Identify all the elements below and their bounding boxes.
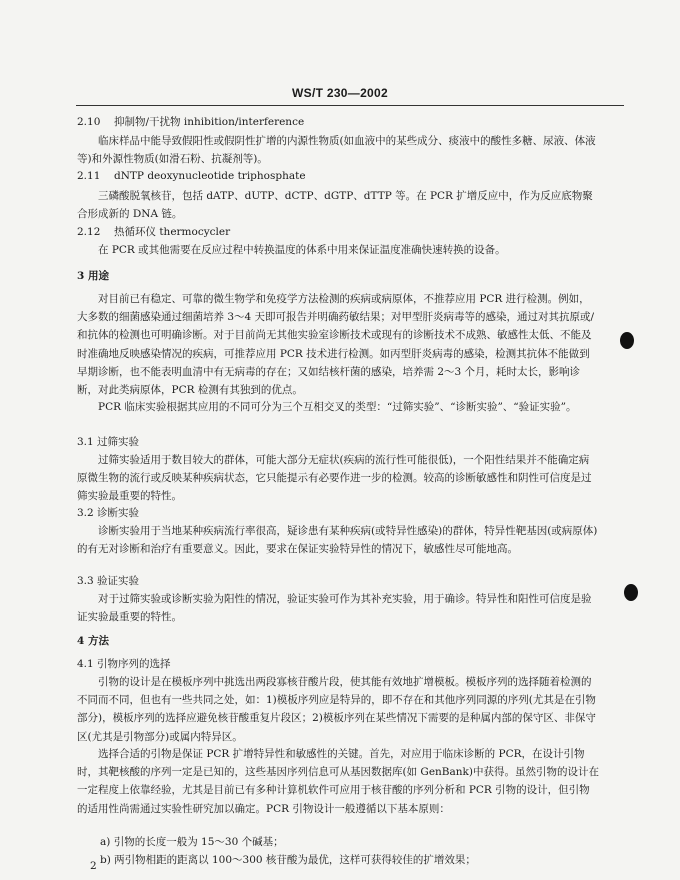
section-3-heading: 3 用途 (77, 270, 109, 282)
section-4-1-paragraph-2: 选择合适的引物是保证 PCR 扩增特异性和敏感性的关键。首先，对应用于临床诊断的 PCR，在设计引物时，其靶核酸的序列一定是已知的，这些基因序列信息可从基因数据库(如 GenBank)中获得。虽然引物的设计在一定程度上依靠经验，尤其是目前已有多种计算机软件可应用于核苷酸的序列分析和 PCR 引物的设计，但引物的适用性尚需通过实验性研究加以确定。PCR 引物设计一般遵循以下基本原则： (77, 748, 599, 815)
standard-number-header: WS/T 230—2002 (292, 86, 388, 100)
term-2-10-heading (77, 114, 304, 129)
term-number: 2.10 (77, 116, 101, 128)
section-3-1-body: 过筛实验适用于数目较大的群体，可能大部分无症状(疾病的流行性可能很低)，一个阳性结果并不能确定病原微生物的流行或反映某种疾病状态，它只能提示有必要作进一步的检测。较高的诊断敏感性和阴性可信度是过筛实验最重要的特性。 (77, 454, 592, 503)
list-item-a: a) 引物的长度一般为 15～30 个碱基； (100, 836, 284, 848)
page-number: 2 (90, 860, 97, 872)
section-3-3-body: 对于过筛实验或诊断实验为阳性的情况，验证实验可作为其补充实验，用于确诊。特异性和阳性可信度是验证实验最重要的特性。 (77, 593, 592, 624)
section-3-3-heading: 3.3 验证实验 (77, 575, 140, 587)
term-number: 2.12 (77, 226, 101, 238)
term-title: 热循环仪 thermocycler (114, 226, 231, 238)
section-3-1-heading: 3.1 过筛实验 (77, 436, 140, 448)
section-3-2-body: 诊断实验用于当地某种疾病流行率很高，疑诊患有某种疾病(或特异性感染)的群体，特异性靶基因(或病原体)的有无对诊断和治疗有重要意义。因此，要求在保证实验特异性的情况下，敏感性尽可能地高。 (77, 525, 598, 556)
term-title: 抑制物/干扰物 inhibition/interference (114, 116, 305, 128)
term-2-11-heading (77, 170, 306, 182)
header-rule (76, 105, 624, 106)
section-3-2-heading: 3.2 诊断实验 (77, 507, 140, 519)
list-item-b: b) 两引物相距的距离以 100～300 核苷酸为最优，这样可获得较佳的扩增效果； (100, 854, 476, 866)
punch-hole-mark (620, 332, 634, 349)
section-4-heading: 4 方法 (77, 635, 109, 647)
punch-hole-mark (624, 584, 638, 601)
term-2-10-body: 临床样品中能导致假阳性或假阴性扩增的内源性物质(如血液中的某些成分、痰液中的酸性多糖、尿液、体液等)和外源性物质(如滑石粉、抗凝剂等)。 (77, 135, 596, 166)
term-title: dNTP deoxynucleotide triphosphate (114, 170, 306, 182)
section-3-paragraph-1: 对目前已有稳定、可靠的微生物学和免疫学方法检测的疾病或病原体，不推荐应用 PCR 进行检测。例如，大多数的细菌感染通过细菌培养 3～4 天即可报告并明确药敏结果；对甲型肝炎病毒等的感染，通过对其抗原或/和抗体的检测也可明确诊断。对于目前尚无其他实验室诊断技术或现有的诊断技术不成熟、敏感性太低、不能及时准确地反映感染情况的疾病，可推荐应用 PCR 技术进行检测。如丙型肝炎病毒的感染，检测其抗体不能做到早期诊断，也不能表明血清中有无病毒的存在；又如结核杆菌的感染，培养需 2～3 个月，耗时太长，影响诊断，对此类病原体，PCR 检测有其独到的优点。 (77, 293, 595, 397)
section-4-1-paragraph-1: 引物的设计是在模板序列中挑选出两段寡核苷酸片段，使其能有效地扩增模板。模板序列的选择随着检测的不同而不同，但也有一些共同之处，如：1)模板序列应是特异的，即不存在和其他序列同源的序列(尤其是在引物部分)，模板序列的选择应避免核苷酸重复片段区；2)模板序列在某些情况下需要的是种属内部的保守区、非保守区(尤其是引物部分)或属内特异区。 (77, 676, 596, 743)
term-2-12-heading (77, 224, 230, 239)
section-4-1-heading: 4.1 引物序列的选择 (77, 658, 171, 670)
term-number: 2.11 (77, 170, 101, 182)
term-2-11-body: 三磷酸脱氧核苷，包括 dATP、dUTP、dCTP、dGTP、dTTP 等。在 PCR 扩增反应中，作为反应底物聚合形成新的 DNA 链。 (77, 190, 593, 221)
term-2-12-body: 在 PCR 或其他需要在反应过程中转换温度的体系中用来保证温度准确快速转换的设备。 (98, 244, 506, 256)
section-3-paragraph-2: PCR 临床实验根据其应用的不同可分为三个互相交叉的类型：“过筛实验”、“诊断实验”、“验证实验”。 (98, 401, 577, 413)
